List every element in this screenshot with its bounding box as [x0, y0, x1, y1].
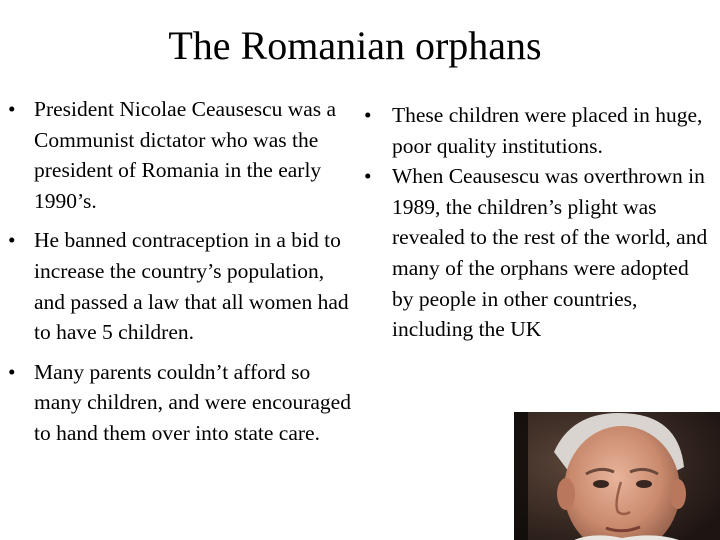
bullet-dot: •	[364, 164, 372, 189]
right-bullet-list	[364, 100, 714, 345]
bullet-dot: •	[8, 97, 16, 121]
left-bullet-list	[8, 94, 360, 458]
bullet-text: Many parents couldn’t afford so many children, and were encouraged to hand them over into state care.	[34, 359, 351, 445]
bullet-item	[364, 100, 714, 161]
bullet-dot: •	[364, 103, 372, 127]
bullet-text: He banned contraception in a bid to increase the country’s population, and passed a law that all women had to have 5 children.	[34, 228, 349, 345]
bullet-item	[8, 225, 360, 347]
bullet-text: These children were placed in huge, poor quality institutions.	[392, 103, 703, 158]
bullet-item	[8, 357, 360, 449]
portrait-photo	[514, 412, 720, 540]
bullet-item	[364, 161, 714, 345]
bullet-dot: •	[8, 228, 16, 253]
bullet-text: President Nicolae Ceausescu was a Communist dictator who was the president of Romania in the early 1990’s.	[34, 97, 337, 213]
bullet-text: When Ceausescu was overthrown in 1989, the children’s plight was revealed to the rest of the world, and many of the orphans were adopted by people in other countries, including the UK	[392, 164, 708, 342]
bullet-item	[8, 94, 360, 216]
slide-title: The Romanian orphans	[168, 23, 542, 68]
bullet-dot: •	[8, 359, 16, 384]
